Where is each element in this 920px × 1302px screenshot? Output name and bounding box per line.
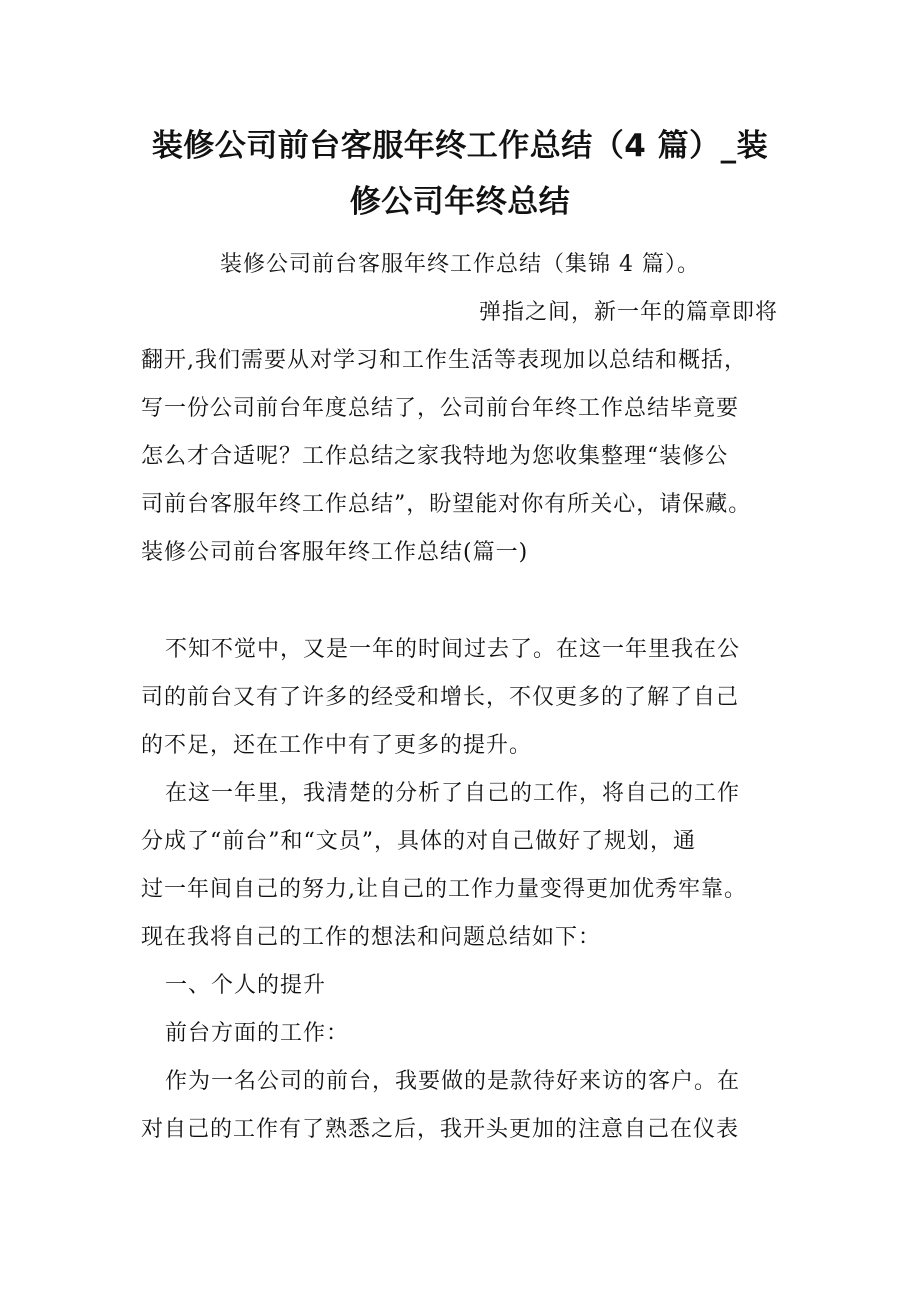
body-line-3: 的不足，还在工作中有了更多的提升。: [141, 733, 533, 758]
body-line-8: 作为一名公司的前台，我要做的是款待好来访的客户。在: [165, 1069, 741, 1094]
intro-line-1: 弹指之间，新一年的篇章即将: [478, 300, 778, 325]
title-line-2: 修公司年终总结: [349, 184, 571, 220]
body-line-9: 对自己的工作有了熟悉之后，我开头更加的注意自己在仪表: [141, 1117, 740, 1142]
document-title: [130, 118, 790, 230]
subheading-personal-improvement: 一、个人的提升: [165, 973, 327, 998]
body-line-6: 过一年间自己的努力,让自己的工作力量变得更加优秀牢靠。: [141, 877, 747, 902]
section-heading: 装修公司前台客服年终工作总结(篇一): [141, 540, 529, 565]
body-line-7: 现在我将自己的工作的想法和问题总结如下：: [141, 925, 602, 950]
body-line-4: 在这一年里，我清楚的分析了自己的工作，将自己的工作: [165, 781, 741, 806]
body-line-1: 不知不觉中，又是一年的时间过去了。在这一年里我在公: [165, 637, 741, 662]
intro-line-2: 翻开,我们需要从对学习和工作生活等表现加以总结和概括，: [141, 348, 747, 373]
body-line-2: 司的前台又有了许多的经受和增长，不仅更多的了解了自己: [141, 685, 740, 710]
body-line-5: 分成了“前台”和“文员”，具体的对自己做好了规划，通: [141, 829, 696, 854]
title-line-1: 装修公司前台客服年终工作总结（4 篇）_装: [151, 128, 769, 164]
subheading-front-desk-work: 前台方面的工作：: [165, 1021, 350, 1046]
document-subtitle: 装修公司前台客服年终工作总结（集锦 4 篇）。: [220, 252, 700, 277]
intro-line-3: 写一份公司前台年度总结了，公司前台年终工作总结毕竟要: [141, 396, 740, 421]
intro-line-4: 怎么才合适呢？工作总结之家我特地为您收集整理“装修公: [141, 444, 729, 469]
intro-line-5: 司前台客服年终工作总结”，盼望能对你有所关心，请保藏。: [141, 492, 752, 517]
